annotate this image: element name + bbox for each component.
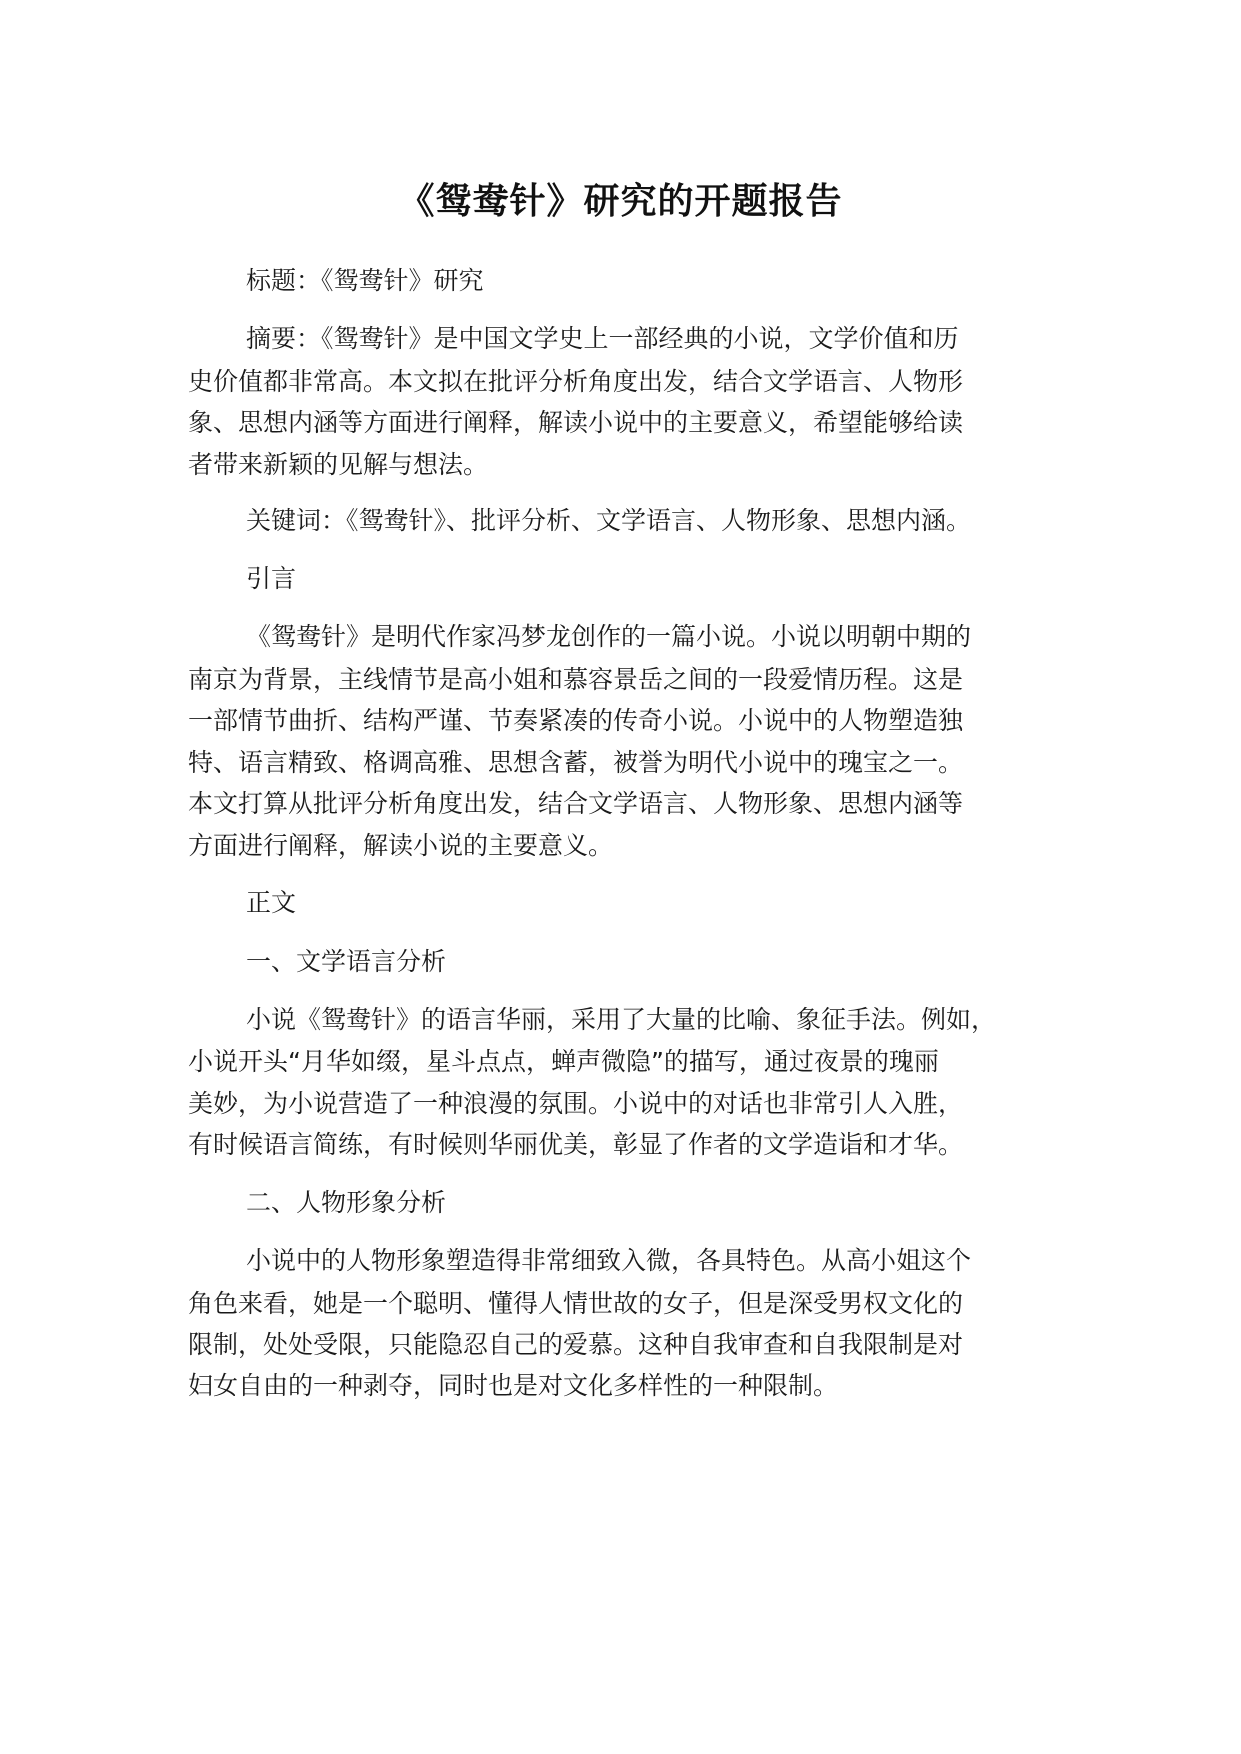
introduction-line: 一部情节曲折、结构严谨、节奏紧凑的传奇小说。小说中的人物塑造独: [188, 706, 964, 735]
keywords-line: 关键词：《鸳鸯针》、批评分析、文学语言、人物形象、思想内涵。: [246, 506, 972, 535]
language-analysis-line: 美妙，为小说营造了一种浪漫的氛围。小说中的对话也非常引人入胜，: [188, 1089, 964, 1118]
language-analysis-line: 小说《鸳鸯针》的语言华丽，采用了大量的比喻、象征手法。例如，: [246, 1005, 997, 1034]
introduction-line: 方面进行阐释，解读小说的主要意义。: [188, 831, 614, 860]
abstract-line: 史价值都非常高。本文拟在批评分析角度出发，结合文学语言、人物形: [188, 367, 964, 396]
language-analysis-line: 有时候语言简练，有时候则华丽优美，彰显了作者的文学造诣和才华。: [188, 1130, 964, 1159]
subject-line: 标题：《鸳鸯针》研究: [246, 266, 484, 295]
abstract-line: 摘要：《鸳鸯针》是中国文学史上一部经典的小说，文学价值和历: [246, 324, 959, 353]
introduction-line: 《鸳鸯针》是明代作家冯梦龙创作的一篇小说。小说以明朝中期的: [246, 622, 972, 651]
subsection-heading-characters: 二、人物形象分析: [246, 1188, 447, 1217]
abstract-line: 者带来新颖的见解与想法。: [188, 450, 489, 479]
subsection-heading-language: 一、文学语言分析: [246, 947, 447, 976]
character-analysis-line: 限制，处处受限，只能隐忍自己的爱慕。这种自我审查和自我限制是对: [188, 1330, 964, 1359]
language-analysis-line: 小说开头“月华如缀，星斗点点，蝉声微隐”的描写，通过夜景的瑰丽: [188, 1047, 939, 1076]
section-heading-introduction: 引言: [246, 564, 297, 593]
section-heading-main-text: 正文: [246, 888, 297, 917]
character-analysis-line: 妇女自由的一种剥夺，同时也是对文化多样性的一种限制。: [188, 1371, 839, 1400]
abstract-line: 象、思想内涵等方面进行阐释，解读小说中的主要意义，希望能够给读: [188, 408, 964, 437]
document-title: 《鸳鸯针》研究的开题报告: [398, 181, 843, 222]
character-analysis-line: 角色来看，她是一个聪明、懂得人情世故的女子，但是深受男权文化的: [188, 1289, 964, 1318]
introduction-line: 本文打算从批评分析角度出发，结合文学语言、人物形象、思想内涵等: [188, 789, 964, 818]
introduction-line: 特、语言精致、格调高雅、思想含蓄，被誉为明代小说中的瑰宝之一。: [188, 748, 964, 777]
character-analysis-line: 小说中的人物形象塑造得非常细致入微，各具特色。从高小姐这个: [246, 1246, 972, 1275]
introduction-line: 南京为背景，主线情节是高小姐和慕容景岳之间的一段爱情历程。这是: [188, 665, 964, 694]
